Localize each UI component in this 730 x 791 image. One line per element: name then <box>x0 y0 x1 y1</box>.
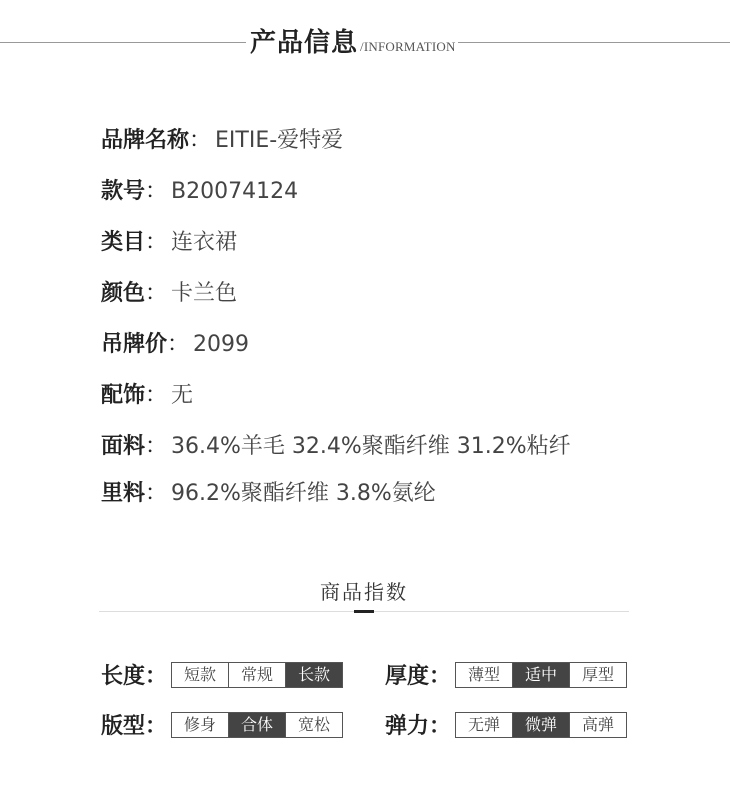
header-title <box>246 22 458 59</box>
metric-option: 修身 <box>172 713 228 737</box>
info-value: 2099 <box>193 332 250 357</box>
metric-label: 弹力： <box>385 714 452 739</box>
info-row-color <box>101 278 721 329</box>
metric-option: 短款 <box>172 663 228 687</box>
header-title-cn: 产品信息 <box>250 28 359 58</box>
metric-fit <box>101 709 343 740</box>
info-colon: ： <box>167 332 190 357</box>
info-label: 里料 <box>101 481 146 506</box>
info-row-accessory <box>101 380 721 431</box>
info-value: 卡兰色 <box>171 281 238 306</box>
info-colon: ： <box>145 281 168 306</box>
info-colon: ： <box>145 230 168 255</box>
metric-options <box>171 712 343 738</box>
info-row-category <box>101 227 721 278</box>
index-section-marker <box>354 610 374 613</box>
metric-option: 厚型 <box>569 663 626 687</box>
info-row-tag-price <box>101 329 721 380</box>
metric-option-selected: 长款 <box>285 663 342 687</box>
info-row-fabric <box>101 431 721 478</box>
metric-option-selected: 适中 <box>512 663 569 687</box>
info-value: 36.4%羊毛 32.4%聚酯纤维 31.2%粘纤 <box>171 434 571 459</box>
metric-option-selected: 合体 <box>228 713 285 737</box>
metric-options <box>455 712 627 738</box>
metric-option: 常规 <box>228 663 285 687</box>
info-label: 配饰 <box>101 383 146 408</box>
metric-option: 高弹 <box>569 713 626 737</box>
metric-elasticity <box>385 709 627 740</box>
index-section-title: 商品指数 <box>320 580 408 604</box>
info-label: 吊牌价 <box>101 332 168 357</box>
info-colon: ： <box>145 434 168 459</box>
info-label: 品牌名称 <box>101 128 190 153</box>
info-colon: ： <box>145 481 168 506</box>
info-row-brand <box>101 125 721 176</box>
metric-option-selected: 微弹 <box>512 713 569 737</box>
info-value: B20074124 <box>171 179 299 204</box>
info-value: 无 <box>171 383 194 408</box>
section-header-product-info <box>0 28 730 58</box>
product-info-list <box>101 125 721 525</box>
header-title-en: /INFORMATION <box>360 39 456 54</box>
info-colon: ： <box>189 128 212 153</box>
metric-label: 长度： <box>101 664 168 689</box>
metric-label: 厚度： <box>385 664 452 689</box>
section-header-product-index <box>99 576 629 605</box>
info-label: 面料 <box>101 434 146 459</box>
info-value: 连衣裙 <box>171 230 238 255</box>
info-label: 款号 <box>101 179 146 204</box>
metric-options <box>171 662 343 688</box>
info-colon: ： <box>145 179 168 204</box>
info-colon: ： <box>145 383 168 408</box>
info-value: EITIE-爱特爱 <box>215 128 344 153</box>
metric-option: 无弹 <box>456 713 512 737</box>
info-row-style-number <box>101 176 721 227</box>
info-value: 96.2%聚酯纤维 3.8%氨纶 <box>171 481 436 506</box>
metric-thickness <box>385 659 627 690</box>
metric-label: 版型： <box>101 714 168 739</box>
metric-length <box>101 659 343 690</box>
metric-options <box>455 662 627 688</box>
info-label: 类目 <box>101 230 146 255</box>
metric-option: 薄型 <box>456 663 512 687</box>
info-label: 颜色 <box>101 281 146 306</box>
metric-option: 宽松 <box>285 713 342 737</box>
info-row-lining <box>101 478 721 525</box>
